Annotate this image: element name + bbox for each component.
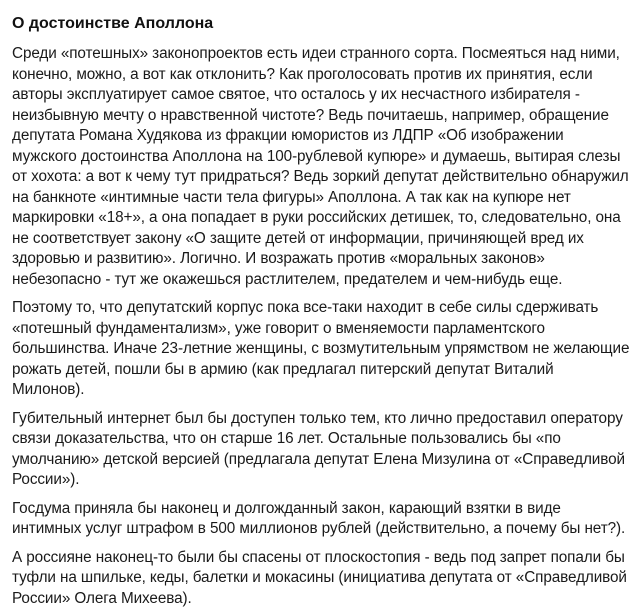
article-paragraph: Губительный интернет был бы доступен только тем, кто лично предоставил оператору связи доказательства, что он старше 16 лет. Остальные пользовались бы «по умолчанию» детской версией (предлагала депутат Елена Мизулина от «Справедливой России»).	[12, 409, 630, 491]
article-paragraph: Госдума приняла бы наконец и долгожданный закон, карающий взятки в виде интимных услуг штрафом в 500 миллионов рублей (действительно, а почему бы нет?).	[12, 499, 630, 540]
article-paragraph: Поэтому то, что депутатский корпус пока все-таки находит в себе силы сдерживать «потешный фундаментализм», уже говорит о вменяемости парламентского большинства. Иначе 23-летние женщины, с возмутительным упрямством не желающие рожать детей, пошли бы в армию (как предлагал питерский депутат Виталий Милонов).	[12, 298, 630, 401]
article-paragraph: Среди «потешных» законопроектов есть идеи странного сорта. Посмеяться над ними, конечно, можно, а вот как отклонить? Как проголосовать против их принятия, если авторы эксплуатирует самое святое, что осталось у их несчастного избирателя - неизбывную мечту о нравственной чистоте? Ведь почитаешь, например, обращение депутата Романа Худякова из фракции юмористов из ЛДПР «Об изображении мужского достоинства Аполлона на 100-рублевой купюре» и думаешь, вытирая слезы от хохота: а вот к чему тут придраться? Ведь зоркий депутат действительно обнаружил на банкноте «интимные части тела фигуры» Аполлона. А так как на купюре нет маркировки «18+», а она попадает в руки российских детишек, то, следовательно, она не соответствует закону «О защите детей от информации, причиняющей вред их здоровью и развитию». Логично. И возражать против «моральных законов» небезопасно - тут же окажешься растлителем, предателем и чем-нибудь еще.	[12, 44, 630, 290]
article-paragraph: А россияне наконец-то были бы спасены от плоскостопия - ведь под запрет попали бы туфли на шпильке, кеды, балетки и мокасины (инициатива депутата от «Справедливой России» Олега Михеева).	[12, 548, 630, 609]
article-title: О достоинстве Аполлона	[12, 14, 630, 34]
